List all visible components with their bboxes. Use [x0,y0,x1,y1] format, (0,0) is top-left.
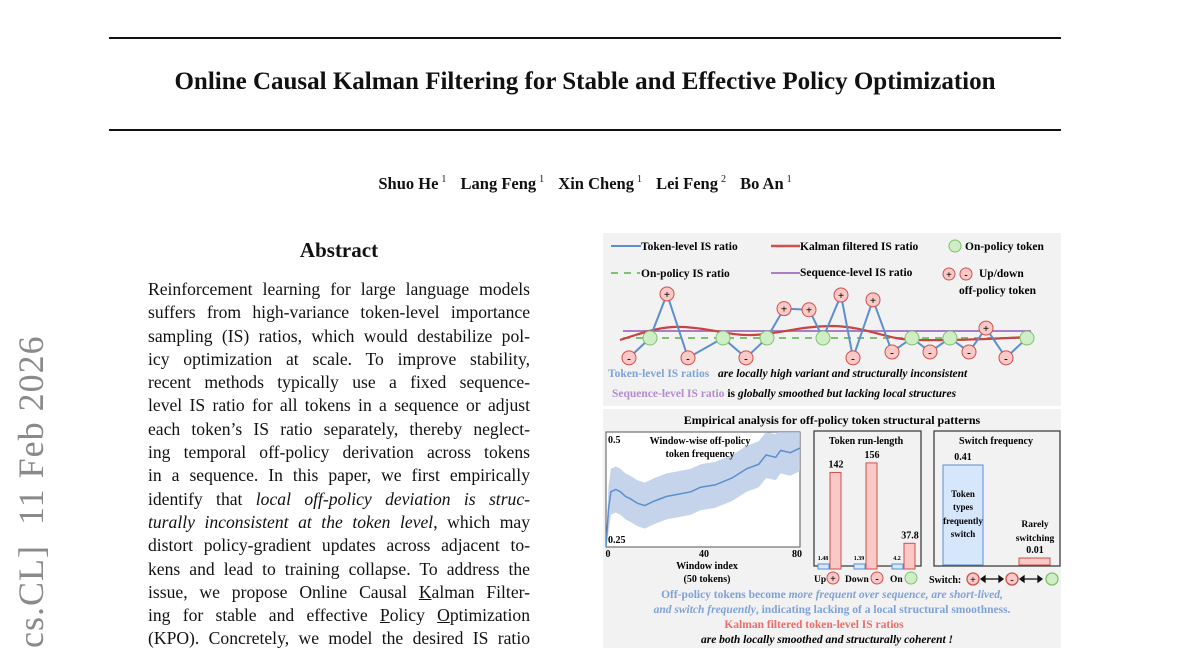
down-token [962,345,976,359]
abstract-line [148,511,530,534]
svg-text:switch: switch [950,529,976,539]
svg-text:+: + [970,575,976,586]
text: sampling (IS) ratios, which would destabilize pol- [148,325,530,346]
token-sign: - [851,352,855,365]
switch-blue-bar [943,465,983,565]
svg-text:Token: Token [951,489,975,499]
author: Shuo He $^1$ [378,174,447,193]
text: distort policy-gradient updates across adjacent to- [148,535,530,556]
top-panel [603,233,1061,406]
text: ing temporal off-policy derivation across tokens [148,442,530,463]
affiliation-mark: 1 [441,174,447,185]
run-length-title: Token run-length [828,436,904,447]
text: alman Filter- [431,581,530,602]
x-tick: 0 [605,549,611,560]
underlined-letter: P [379,605,390,626]
abstract-line [148,558,530,581]
up-token [834,288,848,302]
svg-text:+: + [946,270,952,281]
red-value-label: 156 [864,449,880,461]
abstract-line [148,604,530,627]
affiliation-mark: 1 [786,174,792,185]
on-policy-token [816,331,830,345]
caption-bottom-line2: and switch frequently, indicating lacking of a local structural smoothness. [653,604,1011,616]
paper-title: Online Causal Kalman Filtering for Stable and Effective Policy Optimization [174,68,996,95]
abstract-line [148,371,530,394]
abstract-line [148,464,530,487]
x-label-2: (50 tokens) [683,574,731,585]
up-token [866,293,880,307]
down-token [681,351,695,365]
text: ptimization [449,605,531,626]
on-policy-token [716,331,730,345]
down-token [999,351,1013,365]
down-token [923,345,937,359]
author: Xin Cheng $^1$ [558,174,642,193]
token-sign: + [663,288,671,301]
abstract-line [148,301,530,324]
affiliation-mark: 2 [720,174,726,185]
italic-text: turally inconsistent at the token level [148,511,434,532]
abstract-body [148,278,530,651]
token-sign: - [875,574,879,585]
token-sign: - [686,352,690,365]
token-sign: + [805,304,813,317]
token-sign: - [890,346,894,359]
on-policy-token [1020,331,1034,345]
text: recent methods typically use a fixed sequence- [148,372,530,393]
token-sign: + [780,303,788,316]
text: identify that [148,488,256,509]
text: olicy [389,605,438,626]
svg-text:-: - [964,270,968,281]
blue-value-label: 4.2 [893,556,901,562]
token-sign: + [830,574,836,585]
caption-last: are both locally smoothed and structurally coherent ! [700,634,954,646]
underlined-letter: K [418,581,432,602]
blue-bar-label: 0.41 [954,452,972,463]
legend-on-policy-ratio: On-policy IS ratio [641,268,730,280]
abstract-line [148,278,530,301]
abstract-line [148,348,530,371]
token-sign: - [928,346,932,359]
abstract-line [148,325,530,348]
run-length-red-bar [866,463,877,569]
switch-frequency-title: Switch frequency [959,436,1033,447]
legend-sequence-level: Sequence-level IS ratio [800,267,913,279]
caption-bottom-line1: Off-policy tokens become more frequent over sequence, are short-lived, [661,589,1003,601]
red-bar-label: 0.01 [1026,545,1044,556]
on-policy-token-icon [949,240,961,252]
window-chart-title-2: token frequency [665,449,735,460]
run-length-blue-bar [818,564,829,569]
text: level IS ratio for all tokens in a sequence or adjust [148,395,530,416]
down-token [739,351,753,365]
affiliation-mark: 1 [636,174,642,185]
svg-text:switching: switching [1015,534,1055,544]
text: ing for stable and effective [148,605,380,626]
token-sign: - [967,346,971,359]
legend-updown: Up/down [979,268,1024,280]
abstract-line [148,488,530,511]
legend-offpolicy-token: off-policy token [959,285,1036,297]
down-token [622,351,636,365]
x-tick: 80 [792,549,802,560]
up-token [777,302,791,316]
token-sign: + [982,323,990,336]
abstract-line [148,418,530,441]
x-tick: 40 [699,549,709,560]
text: kens and lead to training collapse. To address the [148,558,530,579]
on-policy-token [905,331,919,345]
svg-text:frequently: frequently [943,516,983,526]
x-label-1: Window index [676,561,738,572]
underlined-letter: O [437,605,450,626]
author: Bo An $^1$ [740,174,792,193]
abstract-heading: Abstract [299,238,379,262]
legend-token-level: Token-level IS ratio [641,241,738,253]
blue-value-label: 1.48 [817,556,829,562]
y-tick-bottom: 0.25 [608,535,626,546]
text: each token’s IS ratio separately, thereby neglect- [148,418,530,439]
minus-token-icon [1006,573,1018,586]
author-list [0,174,1170,194]
red-value-label: 37.8 [901,530,919,542]
teaser-figure [602,232,1062,648]
on-policy-token [760,331,774,345]
run-length-red-bar [830,472,841,569]
author: Lang Feng $^1$ [460,174,545,193]
legend-on-policy-token: On-policy token [965,241,1044,253]
top-rule [109,37,1061,39]
abstract-line [148,394,530,417]
on-policy-token-icon [1046,573,1058,585]
abstract-line [148,441,530,464]
run-length-blue-bar [854,564,865,569]
up-token [979,321,993,335]
on-policy-token [943,331,957,345]
run-length-blue-bar [892,564,903,569]
legend-kalman: Kalman filtered IS ratio [800,241,919,253]
caption-top-line2: Sequence-level IS ratio is globally smoothed but lacking local structures [612,388,957,400]
text: (KPO). Concretely, we model the desired IS ratio [148,628,530,649]
blue-value-label: 1.39 [853,556,865,562]
up-token [660,287,674,301]
token-sign: + [837,290,845,303]
down-token [885,345,899,359]
run-length-red-bar [904,543,915,569]
svg-text:-: - [1010,575,1014,586]
caption-kalman: Kalman filtered token-level IS ratios [724,619,904,631]
text: issue, we propose Online Causal [148,581,419,602]
up-token [802,303,816,317]
on-policy-token-icon [905,572,917,584]
category-label: Down [845,575,869,585]
y-tick-top: 0.5 [608,435,621,446]
text: Reinforcement learning for large language models [148,279,530,299]
affiliation-mark: 1 [539,174,545,185]
token-sign: - [627,352,631,365]
token-sign: - [1004,352,1008,365]
red-value-label: 142 [828,459,844,471]
arxiv-stamp: cs.CL] 11 Feb 2026 [11,335,51,648]
down-token [846,351,860,365]
abstract-line [148,534,530,557]
author: Lei Feng $^2$ [656,174,726,193]
text: in a sequence. In this paper, we first empirically [148,465,530,486]
bottom-rule [109,129,1061,131]
on-policy-token [643,331,657,345]
svg-text:types: types [953,502,973,512]
token-sign: + [869,294,877,307]
italic-text: local off-policy deviation is struc- [255,488,531,509]
text: icy optimization at scale. To improve stability, [148,348,530,369]
text: , which may [433,511,530,532]
bottom-panel-title: Empirical analysis for off-policy token structural patterns [683,413,981,427]
caption-top-line1: Token-level IS ratios are locally high variant and structurally inconsistent [608,368,968,380]
switch-label: Switch: [929,575,962,586]
token-sign: - [744,352,748,365]
plus-token-icon [967,573,979,586]
abstract-line [148,627,530,650]
category-label: Up [814,575,827,585]
svg-text:Rarely: Rarely [1021,520,1049,530]
switch-red-bar [1019,558,1050,565]
category-label: On [890,575,903,585]
window-chart-title-1: Window-wise off-policy [649,436,751,447]
abstract-line [148,581,530,604]
text: suffers from high-variance token-level importance [148,302,530,323]
